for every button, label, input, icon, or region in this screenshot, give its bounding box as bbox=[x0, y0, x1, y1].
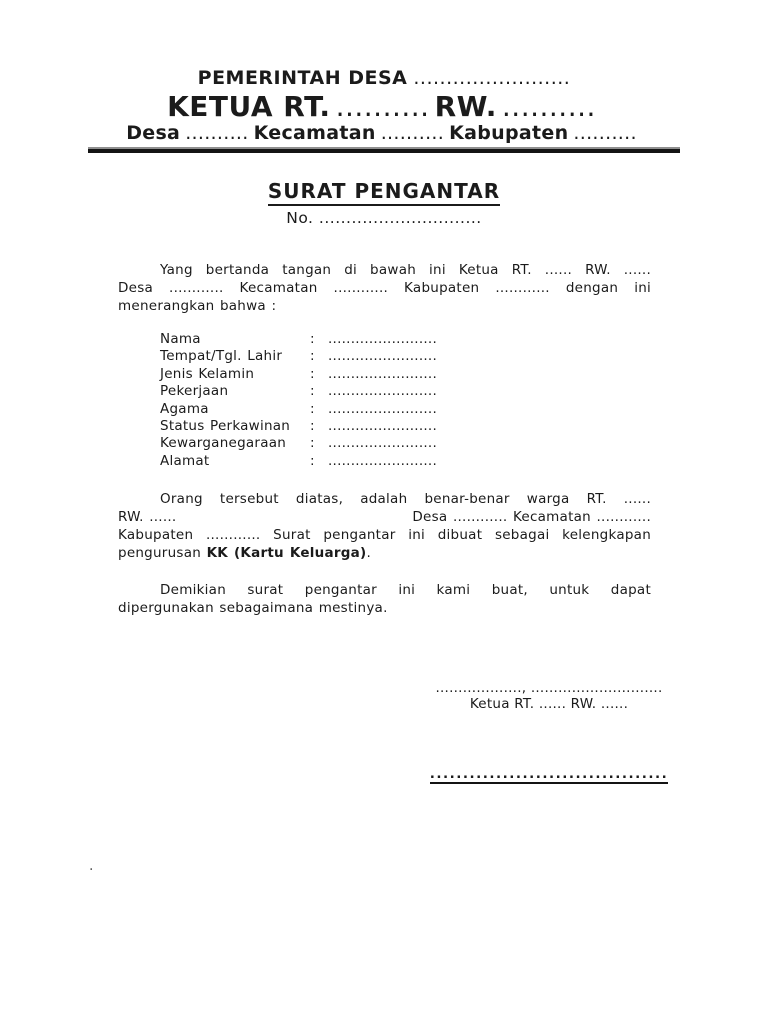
rw-label: RW. bbox=[434, 90, 497, 123]
statement-line-3: Kabupaten ............ Surat pengantar ini dibuat sebagai kelengkapan bbox=[118, 527, 651, 544]
signer-name-dotted-line: .................................... bbox=[429, 766, 669, 782]
statement-line-2-right: Desa ............ Kecamatan ............ bbox=[412, 509, 651, 526]
document-title: SURAT PENGANTAR bbox=[268, 179, 500, 206]
form-row-pekerjaan bbox=[118, 383, 651, 400]
stray-period-mark: . bbox=[89, 858, 94, 874]
opening-line-1: Yang bertanda tangan di bawah ini Ketua RT. ...... RW. ...... bbox=[160, 262, 651, 278]
statement-line-4 bbox=[118, 544, 651, 562]
document-number-line: No. .............................. bbox=[286, 209, 482, 227]
kecamatan-label: Kecamatan bbox=[253, 122, 376, 144]
letterhead-line-pemerintah-desa bbox=[88, 66, 680, 91]
field-colon: : bbox=[310, 365, 315, 382]
title-block bbox=[0, 179, 768, 227]
rt-number-dots: .......... bbox=[335, 90, 430, 123]
statement-paragraph bbox=[118, 490, 651, 562]
letterhead-line-desa-kecamatan-kabupaten bbox=[88, 122, 680, 144]
field-value-dots: ........................ bbox=[328, 418, 437, 435]
statement-line-4-pre: pengurusan bbox=[118, 545, 207, 562]
kecamatan-dots: .......... bbox=[380, 122, 445, 144]
letterhead-line-ketua-rt-rw bbox=[88, 91, 680, 122]
closing-line-1: Demikian surat pengantar ini kami buat, untuk dapat bbox=[160, 582, 651, 599]
form-row-tempat-tgl-lahir bbox=[118, 348, 651, 365]
form-row-status-perkawinan bbox=[118, 418, 651, 435]
opening-line-2: Desa ............ Kecamatan ............ Kabupaten ............ dengan ini bbox=[118, 280, 651, 296]
field-label-alamat: Alamat bbox=[160, 452, 210, 469]
kk-kartu-keluarga-bold: KK (Kartu Keluarga) bbox=[206, 545, 367, 562]
form-row-alamat bbox=[118, 453, 651, 470]
kabupaten-label: Kabupaten bbox=[449, 122, 569, 144]
letterhead-org-dots: ........................ bbox=[413, 67, 571, 89]
statement-line-2-left: RW. ...... bbox=[118, 509, 177, 526]
letter-body bbox=[118, 261, 651, 617]
form-row-nama bbox=[118, 331, 651, 348]
statement-line-2 bbox=[118, 508, 651, 526]
field-value-dots: ........................ bbox=[328, 383, 437, 400]
field-value-dots: ........................ bbox=[328, 331, 437, 347]
field-label-nama: Nama bbox=[160, 331, 201, 347]
signature-block bbox=[424, 681, 674, 784]
field-label-pekerjaan: Pekerjaan bbox=[160, 383, 229, 400]
field-colon: : bbox=[310, 400, 315, 417]
field-value-dots: ........................ bbox=[328, 435, 437, 452]
field-label-jenis-kelamin: Jenis Kelamin bbox=[160, 365, 255, 382]
ketua-rt-label: KETUA RT. bbox=[167, 90, 331, 123]
field-colon: : bbox=[310, 452, 315, 469]
divider-thick-line bbox=[88, 149, 680, 153]
field-colon: : bbox=[310, 348, 315, 365]
statement-line-1: Orang tersebut diatas, adalah benar-benar warga RT. ...... bbox=[160, 491, 651, 508]
field-label-status-perkawinan: Status Perkawinan bbox=[160, 418, 291, 435]
field-colon: : bbox=[310, 331, 315, 347]
desa-dots: .......... bbox=[185, 122, 249, 144]
desa-label: Desa bbox=[126, 122, 181, 144]
letterhead-org-label: PEMERINTAH DESA bbox=[197, 67, 408, 89]
signer-role-line: Ketua RT. ...... RW. ...... bbox=[469, 695, 629, 712]
form-row-agama bbox=[118, 401, 651, 418]
opening-paragraph bbox=[118, 261, 651, 315]
rw-number-dots: .......... bbox=[501, 90, 596, 123]
closing-line-2: dipergunakan sebagaimana mestinya. bbox=[118, 600, 388, 617]
field-label-agama: Agama bbox=[160, 400, 209, 417]
field-label-kewarganegaraan: Kewarganegaraan bbox=[160, 435, 287, 452]
field-colon: : bbox=[310, 435, 315, 452]
place-date-line: ..................., ............................. bbox=[435, 680, 663, 696]
signer-name-line-wrap bbox=[424, 766, 674, 784]
field-label-tempat-tgl-lahir: Tempat/Tgl. Lahir bbox=[160, 348, 283, 365]
closing-paragraph bbox=[118, 581, 651, 617]
field-colon: : bbox=[310, 383, 315, 400]
form-row-jenis-kelamin bbox=[118, 366, 651, 383]
letterhead-divider bbox=[88, 147, 680, 153]
field-value-dots: ........................ bbox=[328, 365, 437, 382]
field-colon: : bbox=[310, 418, 315, 435]
opening-line-3: menerangkan bahwa : bbox=[118, 298, 277, 314]
letterhead bbox=[88, 66, 680, 144]
field-value-dots: ........................ bbox=[328, 452, 437, 469]
field-value-dots: ........................ bbox=[328, 348, 437, 365]
identity-form bbox=[118, 331, 651, 470]
kabupaten-dots: .......... bbox=[573, 122, 637, 144]
statement-line-4-post: . bbox=[366, 545, 371, 562]
field-value-dots: ........................ bbox=[328, 400, 437, 417]
form-row-kewarganegaraan bbox=[118, 435, 651, 452]
